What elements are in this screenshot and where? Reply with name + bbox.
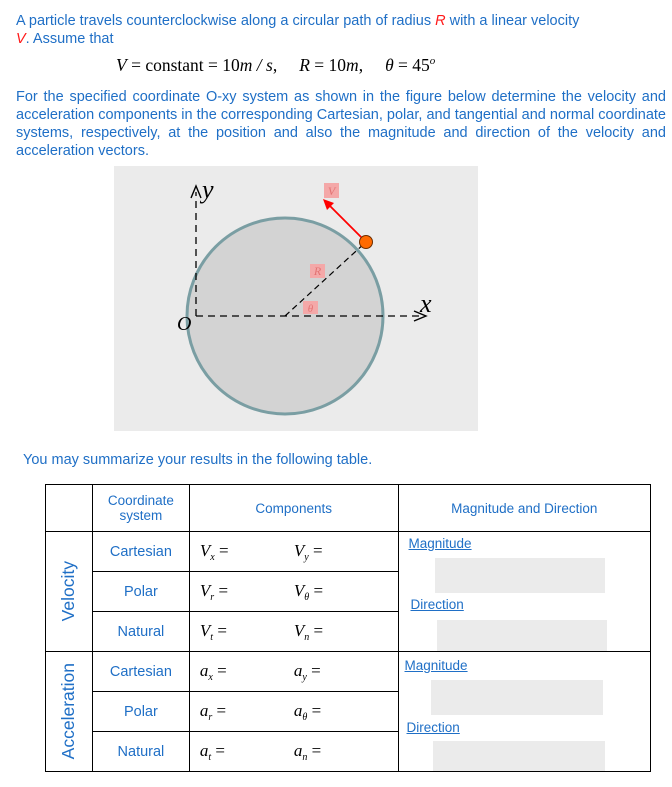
acceleration-group-cell	[46, 652, 93, 772]
origin-label: O	[177, 313, 192, 335]
components-cell: $V_r$ = $V_\theta$ =	[189, 572, 398, 612]
components-cell: $a_r$ = $a_\theta$ =	[189, 692, 398, 732]
results-table	[45, 484, 651, 772]
acceleration-magnitude-link[interactable]: Magnitude	[404, 658, 468, 673]
velocity-label: V	[327, 184, 336, 198]
x-axis-label: x	[420, 289, 432, 318]
y-axis-label: y	[202, 175, 214, 204]
theta-label: θ	[307, 303, 314, 315]
velocity-symbol: V	[16, 31, 26, 47]
header-empty-cell	[46, 485, 93, 532]
intro-text	[16, 12, 666, 48]
components-cell: $V_x$ = $V_y$ =	[189, 532, 398, 572]
acceleration-magnitude-input[interactable]	[431, 680, 603, 715]
radius-symbol: R	[435, 13, 446, 29]
velocity-group-label: Velocity	[58, 561, 79, 622]
velocity-magnitude-direction-cell	[398, 532, 650, 652]
system-cartesian: Cartesian	[92, 532, 189, 572]
components-cell: $a_t$ = $a_n$ =	[189, 732, 398, 772]
acceleration-group-label: Acceleration	[58, 663, 79, 760]
particle	[360, 236, 373, 249]
acceleration-direction-input[interactable]	[433, 741, 605, 771]
table-header-row	[46, 485, 651, 532]
components-cell: $a_x$ = $a_y$ =	[189, 652, 398, 692]
velocity-magnitude-input[interactable]	[435, 558, 605, 593]
velocity-direction-link[interactable]: Direction	[410, 597, 464, 612]
velocity-magnitude-link[interactable]: Magnitude	[408, 536, 472, 551]
system-polar: Polar	[92, 572, 189, 612]
components-cell: $V_t$ = $V_n$ =	[189, 612, 398, 652]
problem-text: For the specified coordinate O-xy system as shown in the figure below determine the velocity and acceleration components in the corresponding Cartesian, polar, and tangential and normal coordinate systems, respectively, at the position and also the magnitude and direction of the velocity and acceleration vectors.	[16, 89, 666, 159]
radius-label: R	[313, 264, 322, 278]
system-natural: Natural	[92, 612, 189, 652]
header-coordinate-system: Coordinate system	[92, 485, 189, 532]
system-cartesian: Cartesian	[92, 652, 189, 692]
circular-path-figure	[114, 166, 478, 431]
table-row	[46, 652, 651, 692]
header-components: Components	[189, 485, 398, 532]
summary-text: You may summarize your results in the following table.	[23, 452, 373, 468]
system-natural: Natural	[92, 732, 189, 772]
acceleration-magnitude-direction-cell	[398, 652, 650, 772]
acceleration-direction-link[interactable]: Direction	[406, 720, 460, 735]
system-polar: Polar	[92, 692, 189, 732]
table-row	[46, 532, 651, 572]
header-magnitude-direction: Magnitude and Direction	[398, 485, 650, 532]
velocity-direction-input[interactable]	[437, 620, 607, 651]
velocity-group-cell	[46, 532, 93, 652]
intro-line2: V. Assume that	[16, 31, 114, 47]
intro-line1: A particle travels counterclockwise along a circular path of radius R with a linear velocity	[16, 13, 580, 29]
given-equation: V = constant = 10m / s, R = 10m, $\theta = 45^o$	[116, 55, 436, 75]
